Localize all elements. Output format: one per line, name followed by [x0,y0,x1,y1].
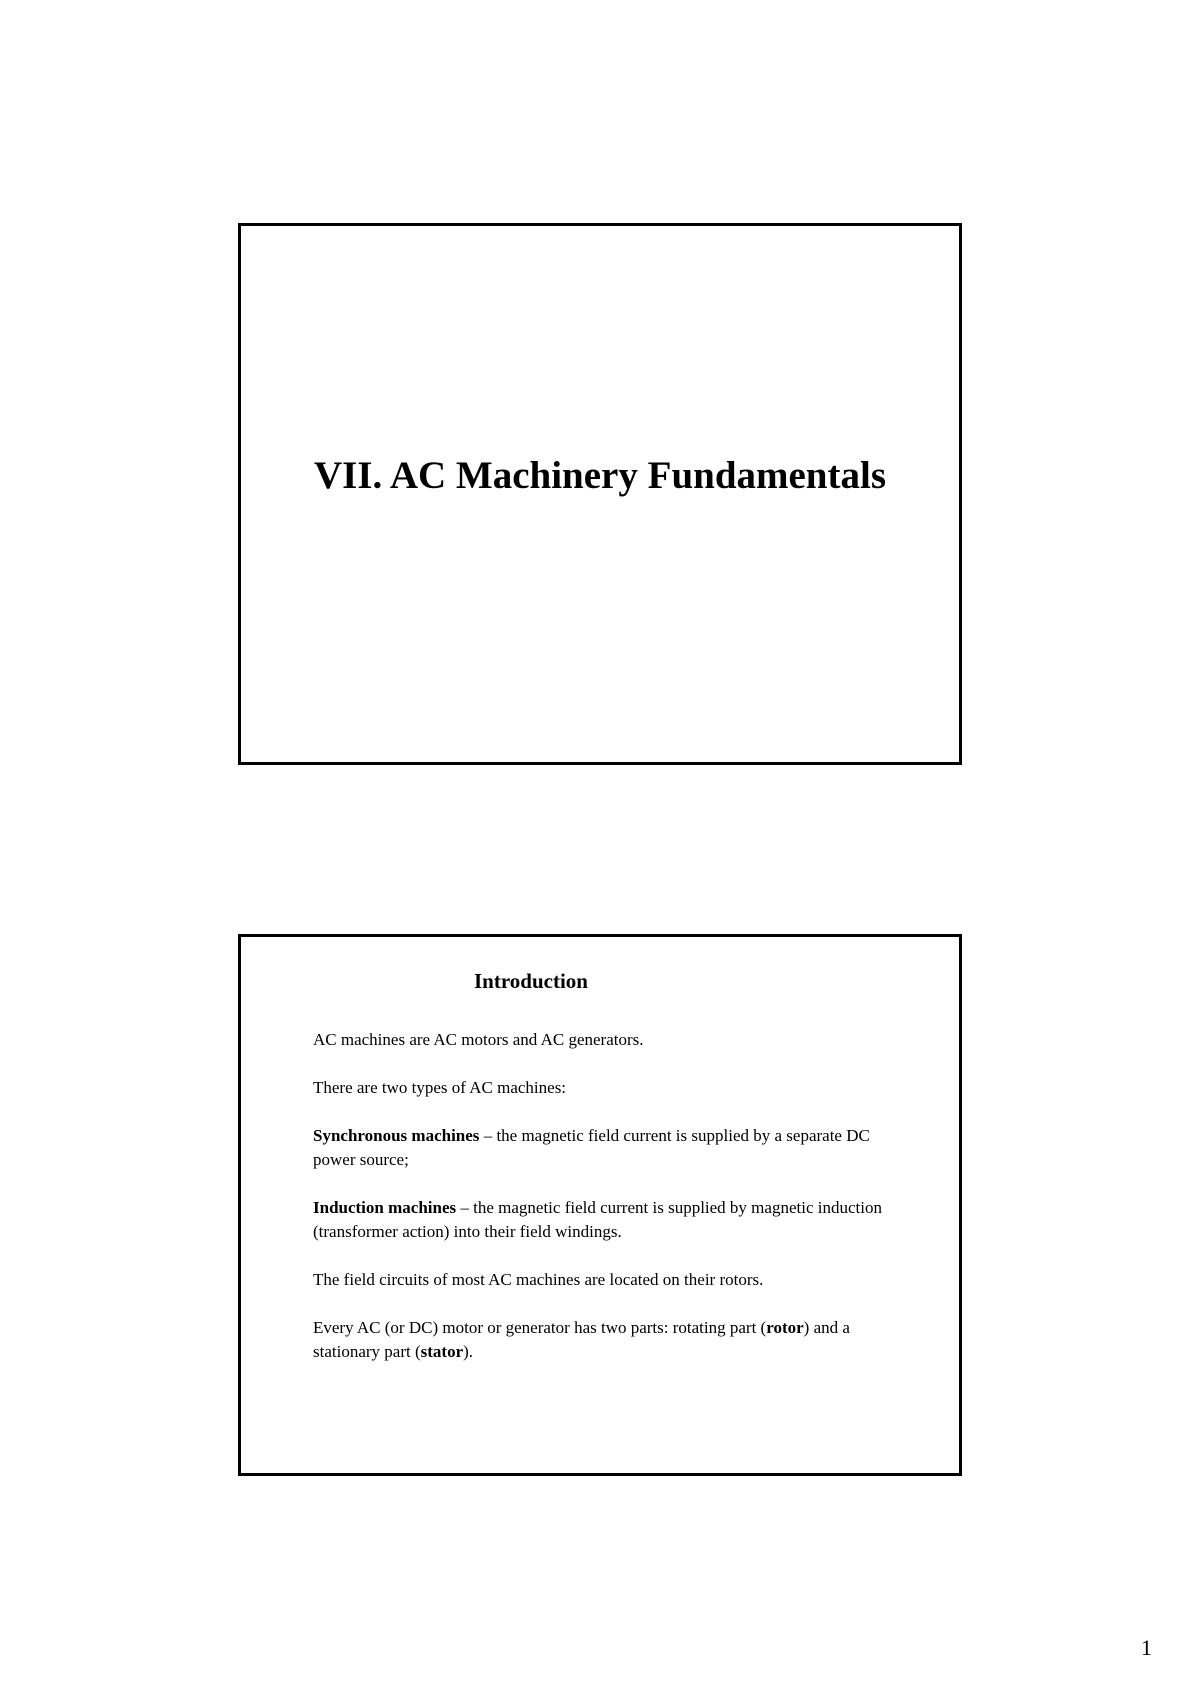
term-induction-machines: Induction machines [313,1198,457,1217]
term-stator: stator [420,1342,464,1361]
slide-1 [238,223,962,765]
slide-body [313,1028,913,1364]
two-parts-text-b: ) and a stationary part ( [313,1318,850,1361]
slide-2 [238,934,962,1476]
slide-heading: Introduction [474,969,588,993]
paragraph-induction [313,1196,913,1244]
paragraph-field-circuits: The field circuits of most AC machines are located on their rotors. [313,1270,764,1289]
paragraph-two-parts [313,1316,913,1364]
paragraph-two-types: There are two types of AC machines: [313,1078,567,1097]
paragraph-ac-machines: AC machines are AC motors and AC generators. [313,1030,644,1049]
term-synchronous-machines: Synchronous machines [313,1126,480,1145]
slide-title: VII. AC Machinery Fundamentals [313,454,887,497]
page-number: 1 [1141,1635,1152,1660]
two-parts-text-c: ). [463,1342,474,1361]
synchronous-description: – the magnetic field current is supplied by a separate DC power source; [313,1126,870,1169]
term-rotor: rotor [766,1318,804,1337]
paragraph-synchronous [313,1124,913,1172]
two-parts-text-a: Every AC (or DC) motor or generator has two parts: rotating part ( [313,1318,767,1337]
induction-description: – the magnetic field current is supplied by magnetic induction (transformer action) into their field windings. [313,1198,882,1241]
